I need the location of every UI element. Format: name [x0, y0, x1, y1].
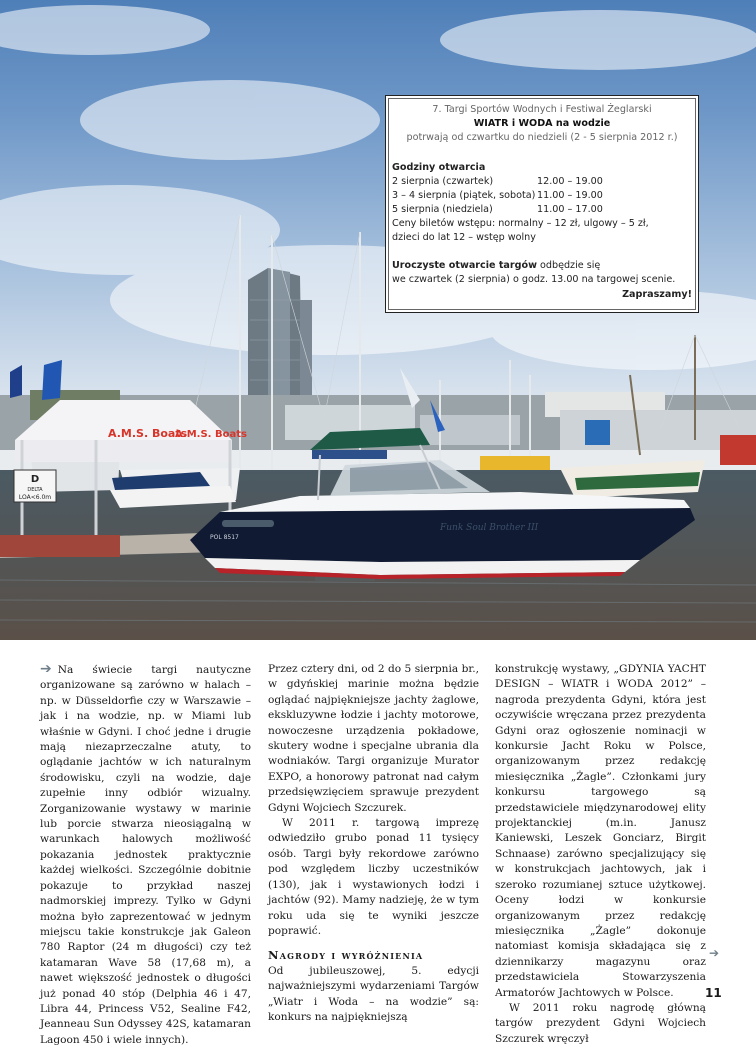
info-box-title: 7. Targi Sportów Wodnych i Festiwal Żeglarski	[432, 104, 652, 115]
hours-time: 12.00 – 19.00	[537, 176, 603, 187]
invitation: Zapraszamy!	[622, 289, 692, 300]
info-box-subtitle: WIATR i WODA na wodzie	[473, 118, 611, 129]
opening-ceremony	[392, 259, 692, 273]
event-info-box	[385, 95, 699, 313]
dock-sign	[14, 470, 56, 502]
paragraph: W 2011 roku nagrodę główną targów prezydent Gdyni Wojciech Szczurek wręczył	[495, 1001, 706, 1045]
dock-sign-line2: LOA<6.0m	[18, 494, 52, 501]
hours-row	[392, 203, 692, 217]
hours-time: 11.00 – 17.00	[537, 204, 603, 215]
dock-sign-line1: DELTA	[27, 487, 43, 493]
dock-sign-letter: D	[30, 474, 40, 485]
article-body	[0, 661, 756, 1046]
article-column-3	[495, 662, 706, 1047]
boat-name: Funk Soul Brother III	[440, 523, 539, 533]
ticket-prices-children: dzieci do lat 12 – wstęp wolny	[392, 232, 536, 243]
hours-day: 3 – 4 sierpnia (piątek, sobota)	[392, 190, 536, 201]
paragraph: Od jubileuszowej, 5. edycji najważniejszymi wydarzeniami Targów „Wiatr i Woda – na wodzie” są: konkurs na najpiękniejszą	[268, 964, 479, 1023]
hours-time: 11.00 – 19.00	[537, 190, 603, 201]
paragraph: W 2011 r. targową imprezę odwiedziło grubo ponad 11 tysięcy osób. Targi były rekordowe zarówno pod względem liczby uczestników (130), jak i wystawionych łodzi i jachtów (92). Mamy nadzieję, że w tym roku uda się te wyniki jeszcze poprawić.	[268, 817, 479, 937]
boat-registration: POL 8517	[210, 534, 239, 541]
ticket-prices: Ceny biletów wstępu: normalny – 12 zł, ulgowy – 5 zł,	[392, 218, 649, 229]
article-column-1	[40, 662, 251, 1048]
motor-yacht	[190, 428, 695, 579]
paragraph-text: Na świecie targi nautyczne organizowane są zarówno w halach – np. w Düsseldorfie czy w Warszawie – jak i na wodzie, np. w Miami lub właśnie w Gdyni. I choć jedne i drugie mają niezaprzeczalne atuty, to oglądanie jachtów w ich naturalnym środowisku, czyli na wodzie, daje zupełnie inny odbiór wizualny. Zorganizowanie wystawy w marinie lub porcie stwarza nieosiągalną w warunkach halowych możliwość pokazania jednostek praktycznie każdej wielkości. Szczególnie dobitnie pokazuje to przykład naszej nadmorskiej imprezy. Tylko w Gdyni można było zaprezentować w jednym miejscu takie konstrukcje jak Galeon 780 Raptor (24 m długości) czy też katamaran Wave 58 (17,68 m), a nawet większość jednostek o długości już ponad 40 stóp (Delphia 46 i 47, Libra 44, Princess V52, Sealine F42, Jeanneau Sun Odyssey 42S, katamaran Lagoon 450 i wiele innych).	[40, 664, 251, 1046]
opening-ceremony-bold: Uroczyste otwarcie targów	[392, 260, 537, 271]
continue-arrow-icon: ➔	[709, 946, 720, 960]
opening-ceremony-rest: odbędzie się	[536, 260, 601, 271]
lead-arrow-icon: ➔	[40, 661, 52, 677]
hours-day: 5 sierpnia (niedziela)	[392, 204, 493, 215]
paragraph: konstrukcję wystawy, „GDYNIA YACHT DESIGN – WIATR i WODA 2012” – nagroda prezydenta Gdyni, która jest oczywiście wręczana przez prezydenta Gdyni oraz ogłoszenie nominacji w konkursie Jacht Roku w Polsce, organizowanym przez redakcję miesięcznika „Żagle”. Członkami jury konkursu targowego są przedstawiciele międzynarodowej elity projektanckiej (m.in. Janusz Kaniewski, Leszek Gonciarz, Birgit Schnaase) zarówno specjalizujący się w konstrukcjach jachtowych, jak i szeroko rozumianej sztuce użytkowej. Oceny łodzi w konkursie organizowanym przez redakcję miesięcznika „Żagle” dokonuje natomiast komisja składająca się z dziennikarzy magazynu oraz przedstawiciela Stowarzyszenia Armatorów Jachtowych w Polsce.	[495, 663, 706, 999]
paragraph	[40, 662, 251, 1048]
article-column-2	[268, 662, 479, 1025]
booth-sign-2: A.M.S. Boats	[175, 429, 247, 440]
hours-row	[392, 175, 692, 189]
paragraph: Przez cztery dni, od 2 do 5 sierpnia br., w gdyńskiej marinie można będzie oglądać najpiękniejsze jachty żaglowe, ekskluzywne łodzie i jachty motorowe, nowoczesne urządzenia pokładowe, skutery wodne i specjalne ubrania dla wodniaków. Targi organizuje Murator EXPO, a honorowy patronat nad całym przedsięwzięciem sprawuje prezydent Gdyni Wojciech Szczurek.	[268, 663, 479, 814]
booth-sign: A.M.S. Boats	[108, 427, 188, 440]
hours-row	[392, 189, 692, 203]
info-box-dates: potrwają od czwartku do niedzieli (2 - 5 sierpnia 2012 r.)	[406, 132, 678, 143]
section-heading: Nagrody i wyróżnienia	[268, 948, 424, 963]
page-number: 11	[705, 986, 722, 1000]
opening-hours-heading: Godziny otwarcia	[392, 162, 486, 173]
hours-day: 2 sierpnia (czwartek)	[392, 176, 494, 187]
opening-ceremony-details: we czwartek (2 sierpnia) o godz. 13.00 na targowej scenie.	[392, 274, 676, 285]
